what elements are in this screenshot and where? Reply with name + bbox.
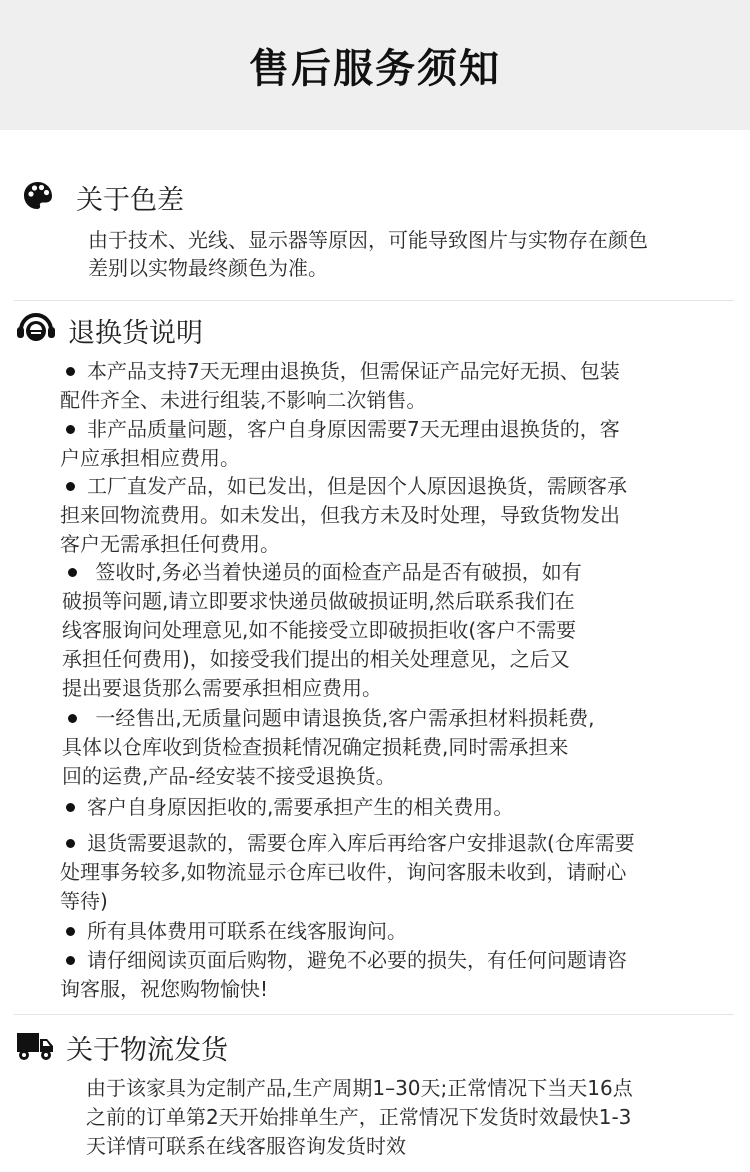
- list-item-text: 具体以仓库收到货检查损耗情况确定损耗费,同时需承担来: [62, 735, 569, 759]
- list-item-text: 配件齐全、未进行组装,不影响二次销售。: [60, 388, 427, 412]
- list-item-text: 回的运费,产品-经安装不接受退换货。: [62, 764, 396, 788]
- page-title: 售后服务须知: [249, 45, 501, 92]
- list-item-text: 等待): [60, 889, 108, 913]
- palette-icon: [22, 180, 54, 216]
- shipping-header: [16, 1028, 228, 1067]
- bullet-icon: [66, 482, 75, 491]
- shipping-text: [86, 1074, 633, 1161]
- list-item-text: 一经售出,无质量问题申请退换货,客户需承担材料损耗费,: [89, 706, 595, 730]
- color-diff-title: 关于色差: [76, 185, 184, 216]
- color-diff-header: [22, 178, 184, 217]
- bullet-icon: [66, 839, 75, 848]
- shipping-title: 关于物流发货: [66, 1035, 228, 1066]
- bullet-icon: [66, 367, 75, 376]
- list-item: [60, 357, 620, 415]
- list-item-text: 破损等问题,请立即要求快递员做破损证明,然后联系我们在: [62, 589, 575, 613]
- list-item-text: 担来回物流费用。如未发出，但我方未及时处理，导致货物发出: [60, 503, 620, 527]
- list-item-text: 线客服询问处理意见,如不能接受立即破损拒收(客户不需要: [62, 618, 577, 642]
- shipping-line: 之前的订单第2天开始排单生产，正常情况下发货时效最快1-3: [86, 1105, 632, 1129]
- shipping-line: 由于该家具为定制产品,生产周期1–30天;正常情况下当天16点: [86, 1076, 633, 1100]
- list-item-text: 请仔细阅读页面后购物，避免不必要的损失，有任何问题请咨: [87, 948, 627, 972]
- bullet-icon: [68, 568, 77, 577]
- list-item-text: 询客服，祝您购物愉快!: [60, 977, 269, 1001]
- color-diff-line: 由于技术、光线、显示器等原因，可能导致图片与实物存在颜色: [88, 228, 648, 252]
- truck-icon: [16, 1030, 54, 1066]
- divider: [14, 1014, 734, 1015]
- list-item: [60, 472, 627, 559]
- list-item-text: 承担任何费用)，如接受我们提出的相关处理意见，之后又: [62, 647, 570, 671]
- bullet-icon: [66, 927, 75, 936]
- list-item-text: 本产品支持7天无理由退换货，但需保证产品完好无损、包装: [87, 359, 620, 383]
- list-item-text: 客户自身原因拒收的,需要承担产生的相关费用。: [87, 795, 514, 819]
- list-item: [62, 704, 594, 791]
- list-item: [60, 793, 513, 822]
- list-item-text: 户应承担相应费用。: [60, 446, 240, 470]
- shipping-line: 天详情可联系在线客服咨询发货时效: [86, 1134, 406, 1158]
- color-diff-line: 差别以实物最终颜色为准。: [88, 256, 328, 280]
- list-item: [62, 558, 582, 703]
- list-item: [60, 415, 620, 473]
- headset-service-icon: [16, 310, 56, 350]
- list-item-text: 客户无需承担任何费用。: [60, 532, 280, 556]
- color-diff-text: [88, 226, 648, 282]
- returns-title: 退换货说明: [68, 317, 203, 349]
- list-item-text: 非产品质量问题，客户自身原因需要7天无理由退换货的，客: [87, 417, 620, 441]
- list-item: [60, 946, 627, 1004]
- bullet-icon: [66, 425, 75, 434]
- returns-header: [16, 310, 203, 350]
- bullet-icon: [66, 803, 75, 812]
- divider: [14, 300, 734, 301]
- list-item: [60, 917, 407, 946]
- bullet-icon: [66, 956, 75, 965]
- bullet-icon: [68, 714, 77, 723]
- list-item-text: 处理事务较多,如物流显示仓库已收件，询问客服未收到，请耐心: [60, 860, 627, 884]
- list-item-text: 工厂直发产品，如已发出，但是因个人原因退换货，需顾客承: [87, 474, 627, 498]
- list-item-text: 所有具体费用可联系在线客服询问。: [87, 919, 407, 943]
- header-banner: [0, 0, 750, 130]
- list-item-text: 提出要退货那么需要承担相应费用。: [62, 676, 382, 700]
- list-item: [60, 829, 635, 916]
- list-item-text: 签收时,务必当着快递员的面检查产品是否有破损，如有: [89, 560, 582, 584]
- list-item-text: 退货需要退款的，需要仓库入库后再给客户安排退款(仓库需要: [87, 831, 635, 855]
